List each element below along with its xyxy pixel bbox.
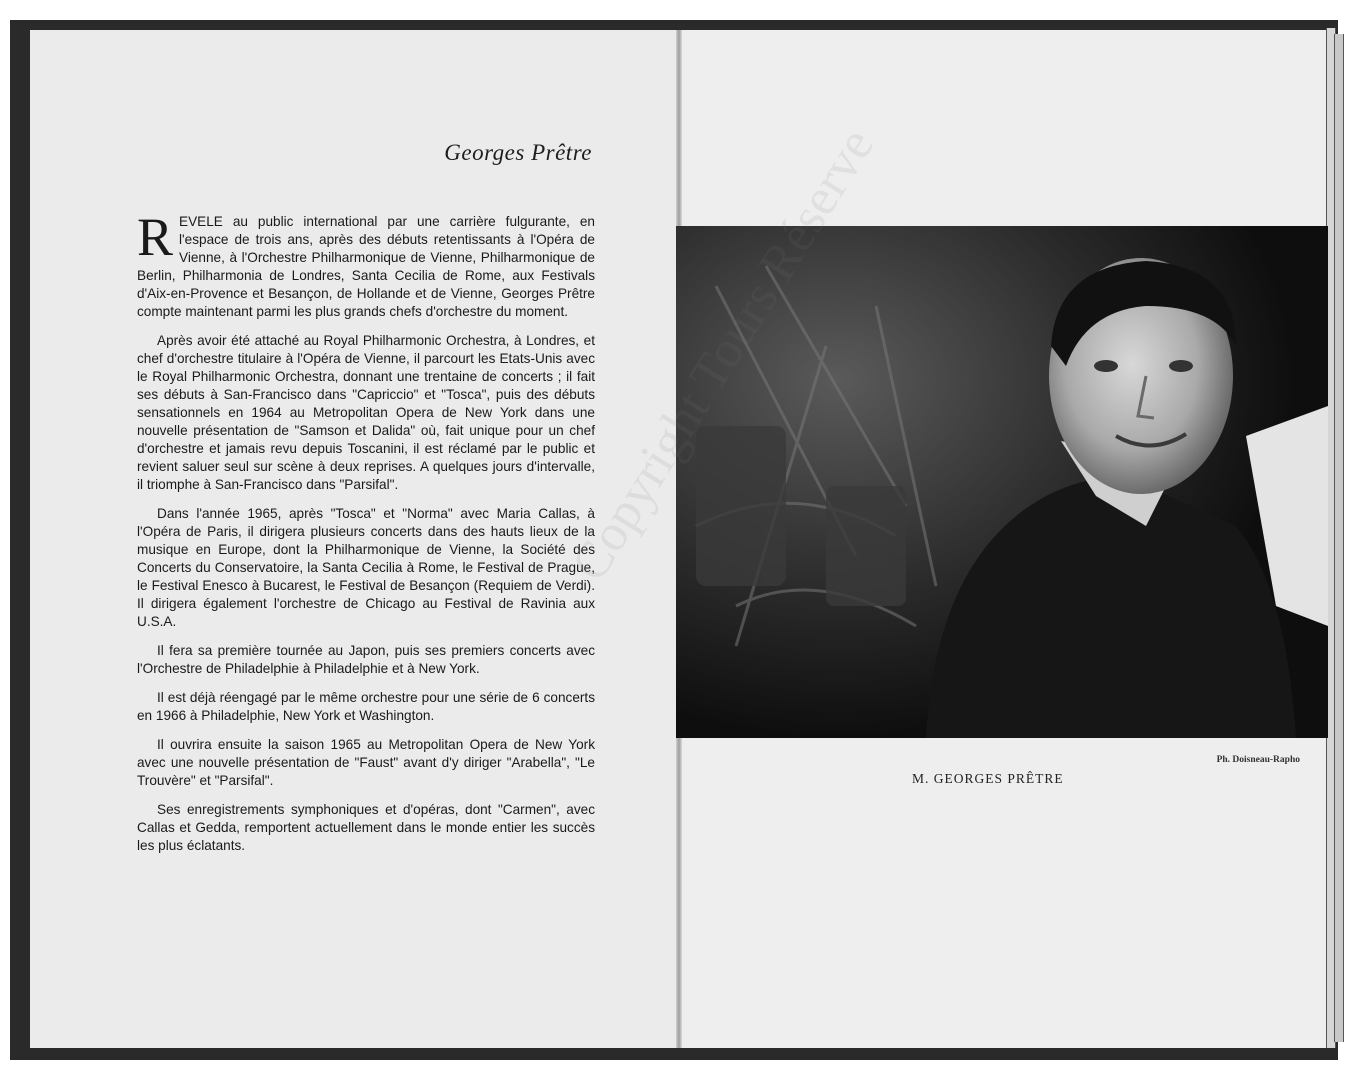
portrait-illustration (676, 226, 1328, 738)
portrait-photo (676, 226, 1328, 738)
bio-paragraph-5: Il est déjà réengagé par le même orchestre pour une série de 6 concerts en 1966 à Philadelphie, New York et Washington. (137, 690, 595, 723)
bio-paragraph-4: Il fera sa première tournée au Japon, puis ses premiers concerts avec l'Orchestre de Philadelphie à Philadelphie et à New York. (137, 643, 595, 676)
drop-cap: R (137, 207, 174, 267)
bio-paragraph-6: Il ouvrira ensuite la saison 1965 au Metropolitan Opera de New York avec une nouvelle présentation de "Faust" avant d'y diriger "Arabella", "Le Trouvère" et "Parsifal". (137, 737, 595, 788)
page-edge-stack-outer (1334, 34, 1344, 1042)
photo-credit: Ph. Doisneau-Rapho (1216, 755, 1300, 765)
page-title: Georges Prêtre (444, 140, 592, 165)
bio-paragraph-7: Ses enregistrements symphoniques et d'opéras, dont "Carmen", avec Callas et Gedda, remportent actuellement dans le monde entier les succès les plus éclatants. (137, 802, 595, 853)
bio-paragraph-1: REVELE au public international par une carrière fulgurante, en l'espace de trois ans, après des débuts retentissants à l'Opéra de Vienne, à l'Orchestre Philharmonique de Vienne, Philharmonique de Berlin, Philharmonia de Londres, Santa Cecilia de Rome, aux Festivals d'Aix-en-Provence et Besançon, de Hollande et de Vienne, Georges Prêtre compte maintenant parmi les plus grands chefs d'orchestre du moment. (137, 207, 595, 319)
photo-caption: M. GEORGES PRÊTRE (912, 771, 1064, 786)
biography-text (137, 207, 595, 866)
bio-paragraph-2: Après avoir été attaché au Royal Philharmonic Orchestra, à Londres, et chef d'orchestre titulaire à l'Opéra de Vienne, il parcourt les Etats-Unis avec le Royal Philharmonic Orchestra, donnant une trentaine de concerts ; il fait ses débuts à San-Francisco dans "Capriccio" et "Tosca", puis des débuts sensationnels en 1964 au Metropolitan Opera de New York dans une nouvelle présentation de "Samson et Dalida" où, fait unique pour un chef d'orchestre et jamais revu depuis Toscanini, il est réclamé par le public et revient saluer seul sur scène à deux reprises. A quelques jours d'intervalle, il triomphe à San-Francisco dans "Parsifal". (137, 333, 595, 492)
bio-paragraph-3: Dans l'année 1965, après "Tosca" et "Norma" avec Maria Callas, à l'Opéra de Paris, il dirigera plusieurs concerts dans des hauts lieux de la musique en Europe, dont la Philharmonique de Vienne, la Société des Concerts du Conservatoire, la Santa Cecilia à Rome, le Festival de Prague, le Festival Enesco à Bucarest, le Festival de Besançon (Requiem de Verdi). Il dirigera également l'orchestre de Chicago au Festival de Ravinia aux U.S.A. (137, 506, 595, 629)
